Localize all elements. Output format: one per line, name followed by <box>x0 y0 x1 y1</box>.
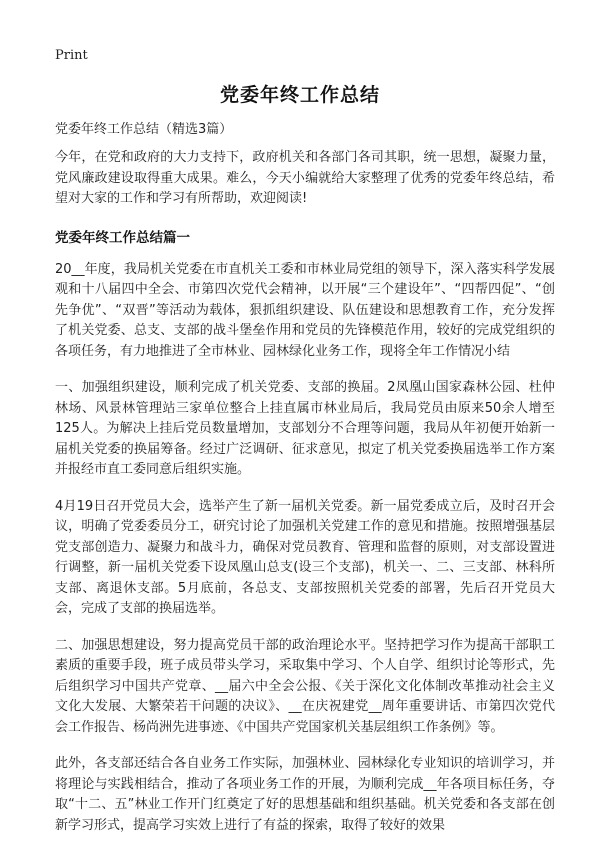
body-paragraph: 一、加强组织建设，顺利完成了机关党委、支部的换届。2凤凰山国家森林公园、杜仲林场、风景林管理站三家单位整合上挂直属市林业局后，我局党员由原来50余人增至125人。为解决上挂后党员数量增加，支部划分不合理等问题，我局从年初便开始新一届机关党委的换届筹备。经过广泛调研、征求意见，拟定了机关党委换届选举工作方案并报经市直工委同意后组织实施。 <box>55 380 555 477</box>
document-body <box>55 148 555 852</box>
print-link[interactable]: Print <box>55 48 88 63</box>
page-title: 党委年终工作总结 <box>219 84 380 106</box>
body-paragraph: 此外，各支部还结合各自业务工作实际，加强林业、园林绿化专业知识的培训学习，并将理论与实践相结合，推动了各项业务工作的开展，为顺利完成__年各项目标任务，夺取“十二、五”林业工作开门红奠定了好的思想基础和组织基础。机关党委和各支部在创新学习形式，提高学习实效上进行了有益的探索，取得了较好的效果 <box>55 756 555 833</box>
section-heading: 党委年终工作总结篇一 <box>55 229 190 246</box>
body-paragraph: 4月19日召开党员大会，选举产生了新一届机关党委。新一届党委成立后，及时召开会议，明确了党委委员分工，研究讨论了加强机关党建工作的意见和措施。按照增强基层党支部创造力、凝聚力和战斗力，确保对党员教育、管理和监督的原则，对支部设置进行调整，新一届机关党委下设凤凰山总支(设三个支部)，机关一、二、三支部、林科所支部、离退休支部。5月底前，各总支、支部按照机关党委的部署，先后召开党员大会，完成了支部的换届选举。 <box>55 498 555 616</box>
body-paragraph: 20__年度，我局机关党委在市直机关工委和市林业局党组的领导下，深入落实科学发展观和十八届四中全会、市第四次党代会精神，以开展“三个建设年”、“四帮四促”、“创先争优”、“双晋”等活动为载体，狠抓组织建设、队伍建设和思想教育工作，充分发挥了机关党委、总支、支部的战斗堡垒作用和党员的先锋模范作用，较好的完成党组织的各项任务，有力地推进了全市林业、园林绿化业务工作，现将全年工作情况小结 <box>55 261 555 359</box>
document-subtitle: 党委年终工作总结（精选3篇） <box>55 122 233 137</box>
intro-paragraph: 今年，在党和政府的大力支持下，政府机关和各部门各司其职，统一思想，凝聚力量，党风廉政建设取得重大成果。难么，今天小编就给大家整理了优秀的党委年终总结，希望对大家的工作和学习有所帮助，欢迎阅读! <box>55 150 555 206</box>
body-paragraph: 二、加强思想建设，努力提高党员干部的政治理论水平。坚持把学习作为提高干部职工素质的重要手段，班子成员带头学习，采取集中学习、个人自学、组织讨论等形式，先后组织学习中国共产党章、__届六中全会公报、《关于深化文化体制改革推动社会主义文化大发展、大繁荣若干问题的决议》、__在庆祝建党__周年重要讲话、市第四次党代会工作报告、杨尚洲先进事迹、《中国共产党国家机关基层组织工作条例》等。 <box>55 637 555 735</box>
